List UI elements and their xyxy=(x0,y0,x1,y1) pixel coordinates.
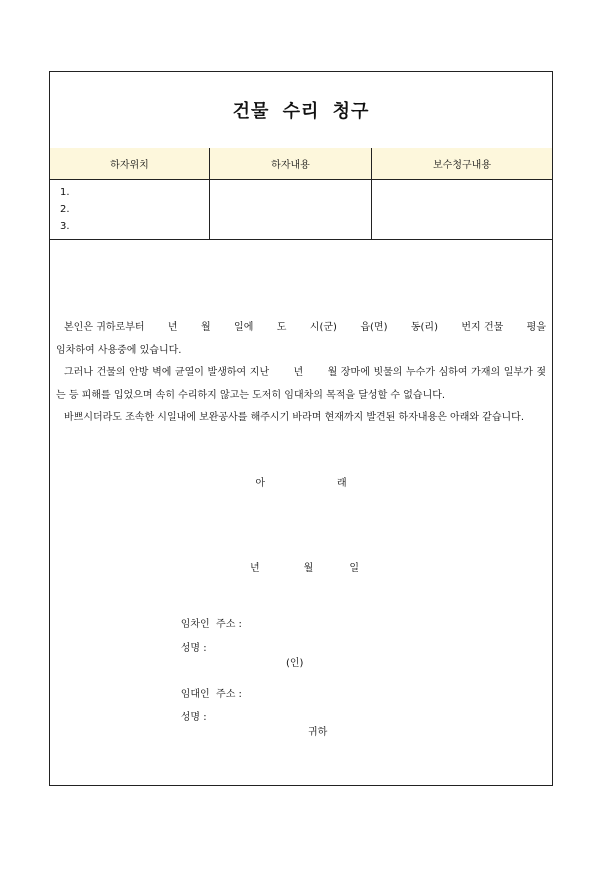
landlord-name-line xyxy=(168,697,328,745)
below-heading-part1: 아 xyxy=(255,478,265,489)
body-paragraph-2: 그러나 건물의 안방 벽에 균열이 발생하여 지난 년 월 장마에 빗물의 누수가 심하여 가재의 일부가 젖는 등 피해를 입었으며 속히 수리하지 않고는 도저히 임대차의 목적을 달성할 수 없습니다. xyxy=(56,367,546,401)
table-row xyxy=(50,180,552,240)
defect-content-cell xyxy=(210,180,372,240)
landlord-honorific: 귀하 xyxy=(308,727,328,738)
repair-request-cell xyxy=(372,180,553,240)
tenant-seal: (인) xyxy=(286,658,304,669)
date-day: 일 xyxy=(349,563,360,574)
title-section xyxy=(50,72,552,149)
body-paragraph-3: 바쁘시더라도 조속한 시일내에 보완공사를 해주시기 바라며 현재까지 발견된 하자내용은 아래와 같습니다. xyxy=(64,412,525,423)
header-defect-content: 하자내용 xyxy=(210,148,372,180)
list-item: 1. xyxy=(60,187,70,198)
list-item: 3. xyxy=(60,221,70,232)
document-title: 건물 수리 청구 xyxy=(232,101,370,122)
defect-location-cell xyxy=(50,180,210,240)
landlord-name-label: 성명 : xyxy=(180,712,207,723)
below-heading xyxy=(50,474,552,489)
landlord-address-label: 임대인 주소 : xyxy=(180,689,242,700)
date-year: 년 xyxy=(250,563,260,574)
table-header-row xyxy=(50,148,552,180)
defect-table xyxy=(50,148,552,240)
location-list xyxy=(50,184,209,235)
date-line xyxy=(250,559,359,574)
below-heading-part2: 래 xyxy=(337,478,347,489)
body-paragraph-1: 본인은 귀하로부터 년 월 일에 도 시(군) 읍(면) 동(리) 번지 건물 평을 임차하여 사용중에 있습니다. xyxy=(56,322,546,356)
document-form xyxy=(49,71,553,786)
body-text xyxy=(56,317,546,430)
date-month: 월 xyxy=(303,563,314,574)
tenant-name-label: 성명 : xyxy=(180,643,207,654)
header-repair-request: 보수청구내용 xyxy=(372,148,553,180)
tenant-address-label: 임차인 주소 : xyxy=(180,619,242,630)
list-item: 2. xyxy=(60,204,70,215)
tenant-name-line xyxy=(168,628,304,676)
header-defect-location: 하자위치 xyxy=(50,148,210,180)
